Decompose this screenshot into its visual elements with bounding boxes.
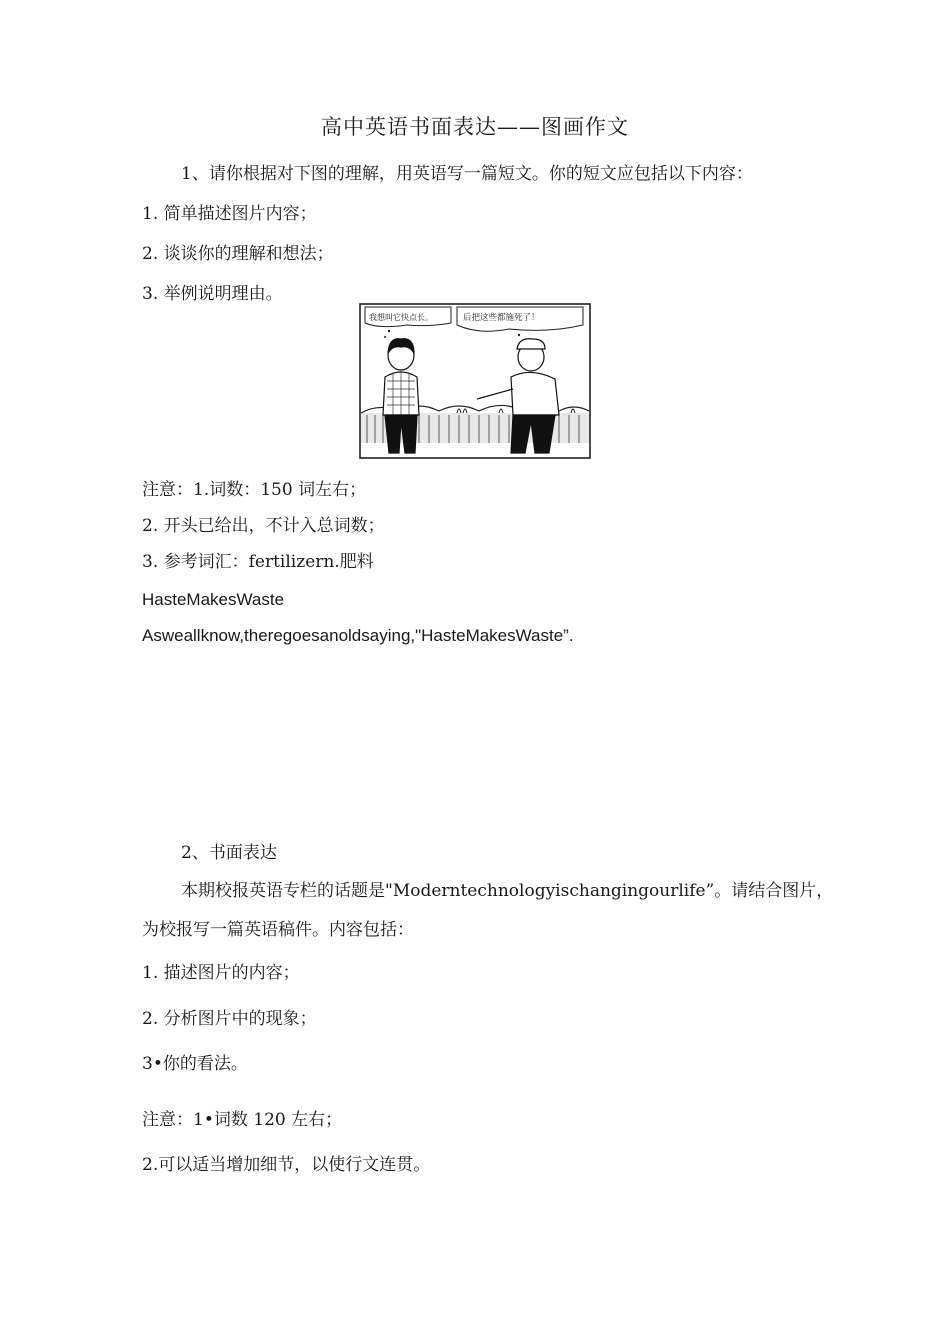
section2-item-1: 1. 描述图片的内容； (142, 963, 300, 983)
bubble-left-text: 我想叫它快点长。 (369, 313, 433, 322)
cartoon-illustration (359, 303, 591, 459)
section1-item-1: 1. 简单描述图片内容； (142, 204, 317, 224)
section2-heading: 2、书面表达 (181, 843, 277, 863)
section1-item-3: 3. 举例说明理由。 (142, 284, 283, 304)
essay-title: HasteMakesWaste (142, 590, 285, 609)
section2-note-2: 2.可以适当增加细节，以使行文连贯。 (142, 1155, 431, 1175)
section1-prompt: 1、请你根据对下图的理解，用英语写一篇短文。你的短文应包括以下内容： (181, 164, 753, 184)
section2-item-2: 2. 分析图片中的现象； (142, 1009, 317, 1029)
essay-opening-sentence: Asweallknow,theregoesanoldsaying,"HasteMakesWaste”. (142, 626, 574, 645)
bubble-right-text: 后把这些都施死了！ (463, 313, 540, 323)
section1-item-2: 2. 谈谈你的理解和想法； (142, 244, 334, 264)
section2-item-3: 3•你的看法。 (142, 1054, 248, 1074)
section2-prompt-line-2: 为校报写一篇英语稿件。内容包括： (142, 920, 414, 940)
section1-note-3: 3. 参考词汇：fertilizern.肥料 (142, 552, 374, 572)
section1-note-2: 2. 开头已给出，不计入总词数； (142, 516, 385, 536)
section1-note-1: 注意：1.词数：150 词左右； (142, 480, 367, 500)
page-title: 高中英语书面表达——图画作文 (321, 115, 629, 139)
section2-note-1: 注意：1•词数 120 左右； (142, 1110, 343, 1130)
section2-prompt-line-1: 本期校报英语专栏的话题是"Moderntechnologyischangingourlife”。请结合图片， (181, 881, 834, 901)
